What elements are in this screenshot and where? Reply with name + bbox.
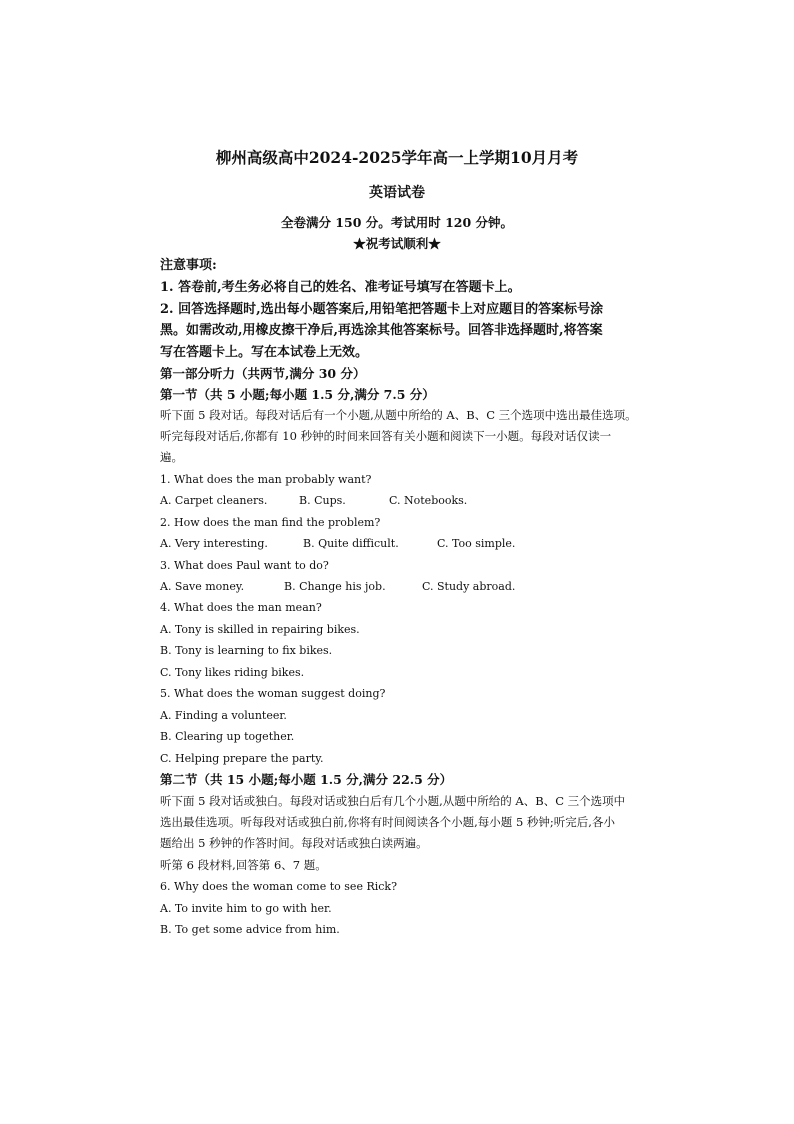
exam-subtitle: 英语试卷 — [369, 185, 425, 201]
exam-title: 柳州高级高中2024-2025学年高一上学期10月月考 — [215, 148, 579, 167]
good-luck-note: ★祝考试顺利★ — [353, 236, 441, 251]
q5-stem: 5. What does the woman suggest doing? — [160, 687, 386, 700]
q6-option-b: B. To get some advice from him. — [160, 923, 340, 936]
q2-option-a: A. Very interesting. — [160, 537, 268, 550]
section2-heading: 第二节（共 15 小题;每小题 1.5 分,满分 22.5 分） — [160, 772, 453, 787]
section1-instruction-line-2: 听完每段对话后,你都有 10 秒钟的时间来回答有关小题和阅读下一小题。每段对话仅读一 — [160, 429, 612, 443]
q3-stem: 3. What does Paul want to do? — [160, 559, 329, 572]
material-6-instruction: 听第 6 段材料,回答第 6、7 题。 — [160, 858, 327, 872]
section2-instruction-line-1: 听下面 5 段对话或独白。每段对话或独白后有几个小题,从题中所给的 A、B、C 三个选项中 — [160, 794, 626, 808]
q3-option-a: A. Save money. — [160, 580, 245, 593]
q1-stem: 1. What does the man probably want? — [160, 473, 372, 486]
q2-option-b: B. Quite difficult. — [303, 537, 399, 550]
section1-heading: 第一节（共 5 小题;每小题 1.5 分,满分 7.5 分） — [160, 387, 435, 402]
q4-option-a: A. Tony is skilled in repairing bikes. — [160, 623, 360, 636]
notice-item-2-line-3: 写在答题卡上。写在本试卷上无效。 — [160, 345, 369, 360]
q1-option-c: C. Notebooks. — [389, 494, 468, 507]
notice-item-2-line-1: 2. 回答选择题时,选出每小题答案后,用铅笔把答题卡上对应题目的答案标号涂 — [160, 302, 604, 317]
notice-item-1: 1. 答卷前,考生务必将自己的姓名、准考证号填写在答题卡上。 — [160, 280, 521, 295]
q3-option-c: C. Study abroad. — [422, 580, 516, 593]
q3-option-b: B. Change his job. — [284, 580, 386, 593]
q2-option-c: C. Too simple. — [437, 537, 516, 550]
section2-instruction-line-3: 题给出 5 秒钟的作答时间。每段对话或独白读两遍。 — [160, 836, 428, 850]
section2-instruction-line-2: 选出最佳选项。听每段对话或独白前,你将有时间阅读各个小题,每小题 5 秒钟;听完后,各小 — [160, 815, 615, 829]
q2-stem: 2. How does the man find the problem? — [160, 516, 381, 529]
section1-instruction-line-3: 遍。 — [160, 450, 183, 464]
q4-stem: 4. What does the man mean? — [160, 601, 322, 614]
part1-heading: 第一部分听力（共两节,满分 30 分） — [160, 366, 366, 381]
q5-option-b: B. Clearing up together. — [160, 730, 295, 743]
q1-option-b: B. Cups. — [299, 494, 346, 507]
q5-option-a: A. Finding a volunteer. — [160, 709, 287, 722]
q5-option-c: C. Helping prepare the party. — [160, 752, 324, 765]
notice-heading: 注意事项: — [160, 258, 217, 273]
score-time-note: 全卷满分 150 分。考试用时 120 分钟。 — [280, 215, 514, 230]
section1-instruction-line-1: 听下面 5 段对话。每段对话后有一个小题,从题中所给的 A、B、C 三个选项中选出最佳选项。 — [160, 408, 637, 422]
q1-option-a: A. Carpet cleaners. — [160, 494, 268, 507]
notice-item-2-line-2: 黑。如需改动,用橡皮擦干净后,再选涂其他答案标号。回答非选择题时,将答案 — [160, 323, 603, 338]
q6-option-a: A. To invite him to go with her. — [160, 902, 332, 915]
q4-option-b: B. Tony is learning to fix bikes. — [160, 644, 333, 657]
q6-stem: 6. Why does the woman come to see Rick? — [160, 880, 397, 893]
q4-option-c: C. Tony likes riding bikes. — [160, 666, 305, 679]
